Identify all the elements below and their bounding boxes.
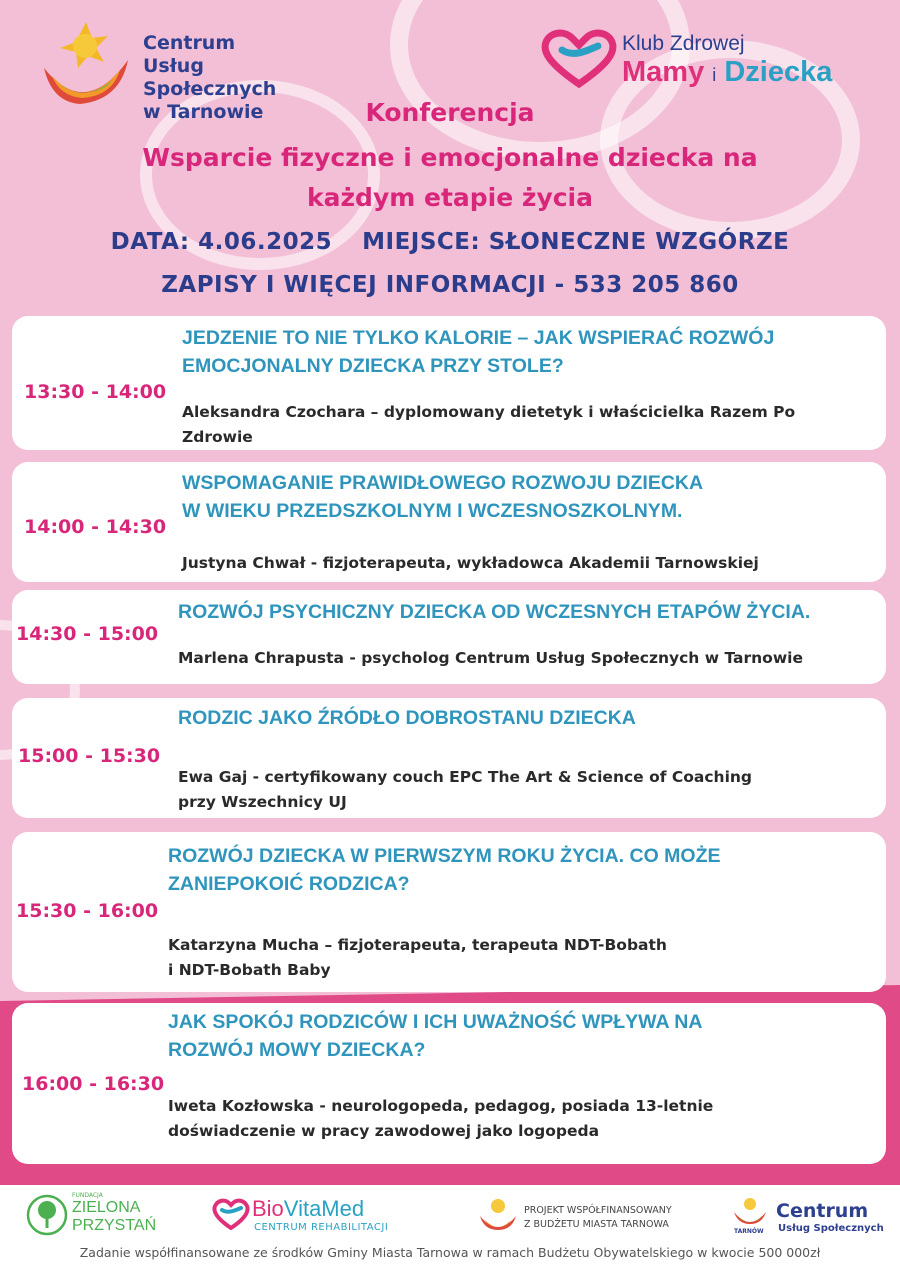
session-time: 16:00 - 16:30: [22, 1073, 165, 1095]
centrum-footer-name: Centrum: [776, 1200, 869, 1222]
session-topic: [182, 469, 703, 525]
session-time: 15:30 - 16:00: [16, 900, 159, 922]
speaker-line: Iweta Kozłowska - neurologopeda, pedagog, posiada 13-letnie: [168, 1097, 714, 1115]
session-time: 13:30 - 14:00: [24, 381, 167, 403]
signup-info: ZAPISY I WIĘCEJ INFORMACJI - 533 205 860: [161, 272, 739, 298]
topic-line: ZANIEPOKOIĆ RODZICA?: [168, 873, 410, 895]
conference-title: [0, 138, 900, 218]
centrum-footer-city: TARNÓW: [734, 1228, 764, 1235]
speaker-line: Justyna Chwał - fizjoterapeuta, wykładowca Akademii Tarnowskiej: [182, 554, 759, 572]
projekt-text: [524, 1204, 672, 1232]
session-speaker: [178, 765, 752, 815]
session-speaker: [178, 646, 803, 671]
speaker-line: doświadczenie w pracy zawodowej jako logopeda: [168, 1122, 600, 1140]
event-place: MIEJSCE: SŁONECZNE WZGÓRZE: [362, 229, 790, 255]
sun-rainbow-icon: [732, 1194, 768, 1228]
footer-note: Zadanie współfinansowane ze środków Gminy Miasta Tarnowa w ramach Budżetu Obywatelskiego w kwocie 500 000zł: [79, 1245, 821, 1260]
speaker-line: Katarzyna Mucha – fizjoterapeuta, terapeuta NDT-Bobath: [168, 936, 667, 954]
zielona-name: [72, 1199, 156, 1235]
zielona-small: FUNDACJA: [72, 1192, 103, 1199]
heart-icon: [212, 1198, 250, 1230]
session-time: 14:00 - 14:30: [24, 516, 167, 538]
klub-logo-dziecka: Dziecka: [724, 56, 833, 88]
session-topic: [168, 1008, 702, 1064]
session-speaker: [168, 1094, 713, 1144]
zielona-line: PRZYSTAŃ: [72, 1217, 157, 1234]
topic-line: ROZWÓJ DZIECKA W PIERWSZYM ROKU ŻYCIA. CO MOŻE: [168, 845, 721, 867]
logo-line: w Tarnowie: [143, 101, 264, 123]
session-time: 14:30 - 15:00: [16, 623, 159, 645]
logo-line: Centrum: [143, 32, 236, 54]
conference-label: Konferencja: [365, 98, 535, 127]
klub-logo-line2: [622, 56, 832, 89]
session-topic: [178, 704, 636, 732]
klub-logo: [540, 26, 880, 96]
topic-line: WSPOMAGANIE PRAWIDŁOWEGO ROZWOJU DZIECKA: [182, 472, 704, 494]
speaker-line: i NDT-Bobath Baby: [168, 961, 331, 979]
topic-line: ROZWÓJ MOWY DZIECKA?: [168, 1039, 426, 1061]
klub-logo-line1: Klub Zdrowej: [622, 32, 745, 55]
date-place-line: [0, 229, 900, 255]
biovitamed-name: [252, 1196, 364, 1222]
centrum-footer-logo: [732, 1192, 892, 1242]
sun-rainbow-icon: [478, 1194, 518, 1232]
session-speaker: [182, 551, 759, 576]
projekt-line: PROJEKT WSPÓŁFINANSOWANY: [524, 1205, 672, 1216]
centrum-logo: [40, 20, 340, 123]
logo-line: Usług Społecznych: [143, 55, 277, 100]
zielona-line: ZIELONA: [72, 1199, 141, 1216]
klub-logo-i: i: [712, 65, 717, 85]
speaker-line: Marlena Chrapusta - psycholog Centrum Usług Społecznych w Tarnowie: [178, 649, 803, 667]
speaker-line: Zdrowie: [182, 428, 253, 446]
event-date: DATA: 4.06.2025: [110, 229, 333, 255]
topic-line: ROZWÓJ PSYCHICZNY DZIECKA OD WCZESNYCH ETAPÓW ŻYCIA.: [178, 601, 811, 623]
zielona-przystan-logo: [26, 1192, 166, 1240]
session-speaker: [182, 400, 795, 450]
projekt-logo: [478, 1192, 698, 1236]
biovitamed-name-a: Bio: [252, 1196, 284, 1221]
speaker-line: przy Wszechnicy UJ: [178, 793, 347, 811]
session-time: 15:00 - 15:30: [18, 745, 161, 767]
klub-logo-mamy: Mamy: [622, 56, 705, 88]
speaker-line: Aleksandra Czochara – dyplomowany dietetyk i właścicielka Razem Po: [182, 403, 796, 421]
conference-title-line: każdym etapie życia: [307, 183, 593, 212]
biovitamed-name-b: VitaMed: [283, 1196, 365, 1221]
biovitamed-sub: CENTRUM REHABILITACJI: [254, 1222, 389, 1233]
tree-icon: [26, 1194, 68, 1236]
biovitamed-logo: [212, 1192, 402, 1236]
speaker-line: Ewa Gaj - certyfikowany couch EPC The Art & Science of Coaching: [178, 768, 753, 786]
session-topic: [178, 598, 810, 626]
centrum-footer-sub: Usług Społecznych: [778, 1223, 884, 1234]
session-topic: [182, 324, 774, 380]
projekt-line: Z BUDŻETU MIASTA TARNOWA: [524, 1219, 669, 1230]
topic-line: RODZIC JAKO ŹRÓDŁO DOBROSTANU DZIECKA: [178, 707, 636, 729]
topic-line: W WIEKU PRZEDSZKOLNYM I WCZESNOSZKOLNYM.: [182, 500, 683, 522]
conference-title-line: Wsparcie fizyczne i emocjonalne dziecka na: [142, 143, 758, 172]
topic-line: EMOCJONALNY DZIECKA PRZY STOLE?: [182, 355, 564, 377]
session-speaker: [168, 933, 667, 983]
session-topic: [168, 842, 721, 898]
sun-rainbow-icon: [40, 20, 140, 110]
topic-line: JAK SPOKÓJ RODZICÓW I ICH UWAŻNOŚĆ WPŁYWA NA: [168, 1011, 703, 1033]
topic-line: JEDZENIE TO NIE TYLKO KALORIE – JAK WSPIERAĆ ROZWÓJ: [182, 327, 775, 349]
heart-icon: [540, 28, 618, 88]
